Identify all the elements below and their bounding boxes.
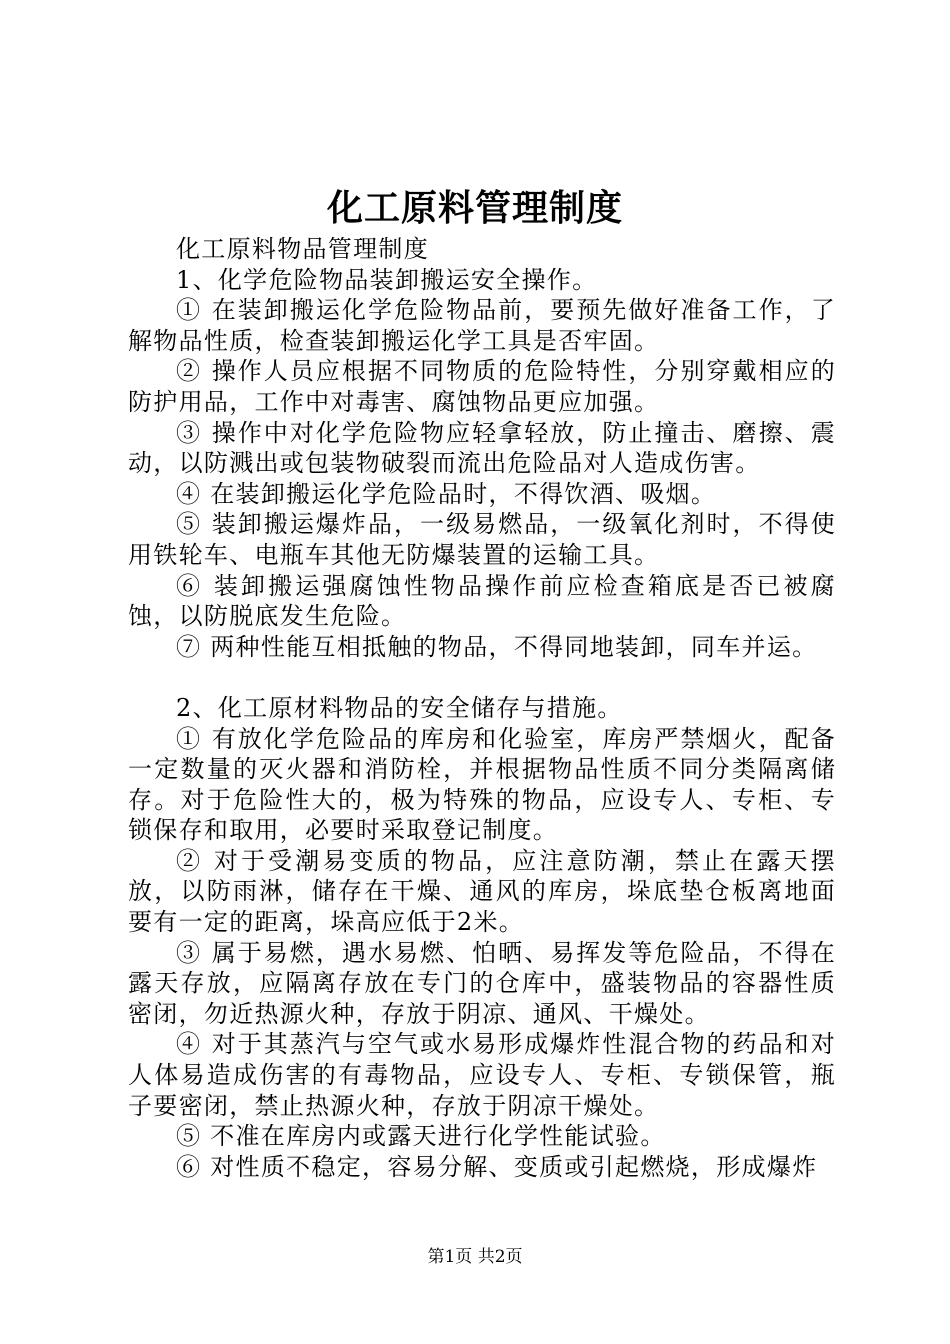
paragraph: ⑥ 对性质不稳定，容易分解、变质或引起燃烧，形成爆炸: [176, 1152, 818, 1181]
paragraph: ① 有放化学危险品的库房和化验室，库房严禁烟火，配备一定数量的灭火器和消防栓，并根据物品性质不同分类隔离储存。对于危险性大的，极为特殊的物品，应设专人、专柜、专锁保存和取用，必要时采取登记制度。: [128, 724, 836, 845]
paragraph: ⑦ 两种性能互相抵触的物品，不得同地装卸，同车并运。: [176, 632, 818, 661]
paragraph: ⑤ 不准在库房内或露天进行化学性能试验。: [176, 1122, 666, 1151]
blank-line: [128, 662, 836, 693]
paragraph: ⑥ 装卸搬运强腐蚀性物品操作前应检查箱底是否已被腐蚀，以防脱底发生危险。: [128, 571, 836, 631]
paragraph: ① 在装卸搬运化学危险物品前，要预先做好准备工作，了解物品性质，检查装卸搬运化学工具是否牢固。: [128, 296, 836, 355]
paragraph: ⑤ 装卸搬运爆炸品，一级易燃品，一级氧化剂时，不得使用铁轮车、电瓶车其他无防爆装置的运输工具。: [128, 510, 836, 569]
paragraph: ② 对于受潮易变质的物品，应注意防潮，禁止在露天摆放，以防雨淋，储存在干燥、通风的库房，垛底垫仓板离地面要有一定的距离，垛高应低于2米。: [128, 846, 836, 937]
paragraph: ③ 操作中对化学危险物应轻拿轻放，防止撞击、磨擦、震动，以防溅出或包装物破裂而流出危险品对人造成伤害。: [128, 418, 836, 478]
paragraph-subtitle: 化工原料物品管理制度: [176, 235, 429, 263]
section-heading-1: 1、化学危险物品装卸搬运安全操作。: [176, 265, 598, 294]
document-body: [128, 234, 836, 1182]
document-title: 化工原料管理制度: [326, 187, 623, 229]
page-footer: 第1页 共2页: [427, 1247, 523, 1267]
paragraph: ④ 对于其蒸汽与空气或水易形成爆炸性混合物的药品和对人体易造成伤害的有毒物品，应设专人、专柜、专锁保管，瓶子要密闭，禁止热源火种，存放于阴凉干燥处。: [128, 1030, 836, 1120]
paragraph: ③ 属于易燃，遇水易燃、怕晒、易挥发等危险品，不得在露天存放，应隔离存放在专门的仓库中，盛装物品的容器性质密闭，勿近热源火种，存放于阴凉、通风、干燥处。: [128, 938, 836, 1028]
paragraph: ④ 在装卸搬运化学危险品时，不得饮酒、吸烟。: [176, 479, 717, 508]
section-heading-2: 2、化工原材料物品的安全储存与措施。: [176, 693, 623, 722]
paragraph: ② 操作人员应根据不同物质的危险特性，分别穿戴相应的防护用品，工作中对毒害、腐蚀物品更应加强。: [128, 357, 836, 416]
